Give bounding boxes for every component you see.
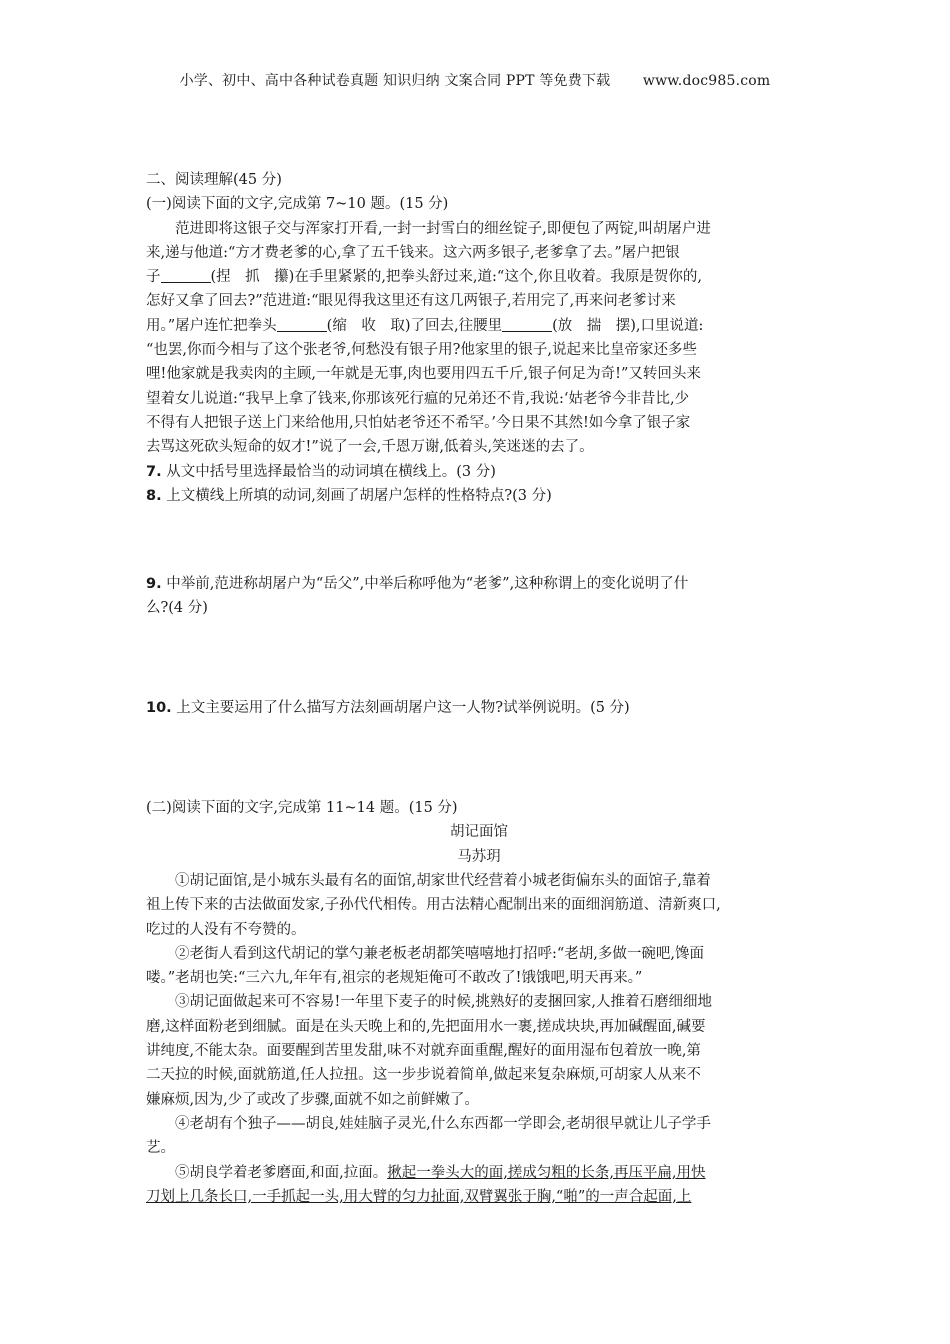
passage-text: (捏 抓 攥)在手里紧紧的,把拳头舒过来,道:“这个,你且收着。我原是贺你的,: [210, 269, 703, 286]
underlined-sentence: 刀划上几条长口,一手抓起一头,用大臂的匀力扯面,双臂翼张于胸,“啪”的一声合起面,上: [146, 1188, 692, 1205]
passage-line: 来,递与他道:“方才费老爹的心,拿了五千钱来。这六两多银子,老爹拿了去。”屠户把银: [146, 244, 680, 261]
passage-2: [146, 869, 812, 1209]
passage-line: 二天拉的时候,面就筋道,任人拉扭。这一步步说着简单,做起来复杂麻烦,可胡家人从来不: [146, 1067, 701, 1084]
fill-blank-3[interactable]: [502, 317, 552, 332]
article-title: 胡记面馆: [450, 824, 508, 841]
fill-blank-2[interactable]: [277, 317, 327, 332]
paragraph-3: ③胡记面做起来可不容易!一年里下麦子的时候,挑熟好的麦捆回家,人推着石磨细细地: [175, 994, 713, 1011]
fill-blank-1[interactable]: [161, 268, 211, 283]
passage-line: 不得有人把银子送上门来给他用,只怕姑老爷还不希罕。’今日果不其然!如今拿了银子家: [146, 414, 691, 431]
article-author: 马苏玥: [457, 848, 501, 865]
passage-text: (放 揣 摆),口里说道:: [552, 317, 704, 334]
passage-text: 用。”屠户连忙把拳头: [146, 317, 277, 334]
question-number: 8.: [146, 487, 162, 504]
passage-line: 望着女儿说道:“我早上拿了钱来,你那该死行瘟的兄弟还不肯,我说:‘姑老爷今非昔比,少: [146, 390, 690, 407]
question-9-cont: 么?(4 分): [146, 600, 208, 617]
passage-text: (缩 收 取)了回去,往腰里: [326, 317, 503, 334]
paragraph-1: ①胡记面馆,是小城东头最有名的面馆,胡家世代经营着小城老街偏东头的面馆子,靠着: [175, 872, 711, 889]
paragraph-5: [146, 1161, 812, 1185]
question-text: 上文主要运用了什么描写方法刻画胡屠户这一人物?试举例说明。(5 分): [171, 699, 630, 716]
header-website-link[interactable]: www.doc985.com: [642, 73, 771, 89]
passage-1: [146, 217, 812, 460]
question-text: 从文中括号里选择最恰当的动词填在横线上。(3 分): [161, 463, 496, 480]
question-9: [146, 572, 812, 596]
question-number: 9.: [146, 576, 162, 593]
passage-line: 磨,这样面粉老到细腻。面是在头天晚上和的,先把面用水一裹,搓成块块,再加碱醒面,碱要: [146, 1018, 706, 1035]
passage-line: 范进即将这银子交与浑家打开看,一封一封雪白的细丝锭子,即便包了两锭,叫胡屠户进: [175, 220, 711, 237]
passage-line: 艺。: [146, 1140, 175, 1157]
part1-intro: (一)阅读下面的文字,完成第 7~10 题。(15 分): [146, 196, 449, 213]
passage-text: 子: [146, 269, 161, 286]
section-title: 二、阅读理解(45 分): [146, 172, 282, 188]
passage-line: 祖上传下来的古法做面发家,子孙代代相传。用古法精心配制出来的面细润筋道、清新爽口,: [146, 897, 721, 914]
question-number: 7.: [146, 463, 162, 480]
passage-line: [146, 265, 812, 289]
passage-line: “也罢,你而今相与了这个张老爷,何愁没有银子用?他家里的银子,说起来比皇帝家还多些: [146, 342, 698, 359]
passage-line: 喽。”老胡也笑:“三六九,年年有,祖宗的老规矩俺可不敢改了!饿饿吧,明天再来。”: [146, 970, 643, 987]
page-header: [0, 70, 950, 90]
question-text: 中举前,范进称胡屠户为“岳父”,中举后称呼他为“老爹”,这种称谓上的变化说明了什: [161, 576, 689, 593]
underlined-sentence: 揪起一拳头大的面,搓成匀粗的长条,再压平扁,用快: [387, 1164, 706, 1181]
question-8: [146, 484, 812, 508]
question-number: 10.: [146, 699, 172, 716]
answer-space[interactable]: [146, 508, 812, 572]
passage-line: [146, 314, 812, 338]
passage-line: 嫌麻烦,因为,少了或改了步骤,面就不如之前鲜嫩了。: [146, 1091, 479, 1108]
passage-line: 讲纯度,不能太杂。面要醒到苦里发甜,味不对就弃面重醒,醒好的面用湿布包着放一晚,第: [146, 1043, 701, 1060]
question-7: [146, 460, 812, 484]
question-text: 上文横线上所填的动词,刻画了胡屠户怎样的性格特点?(3 分): [161, 487, 552, 504]
passage-line: 去骂这死砍头短命的奴才!”说了一会,千恩万谢,低着头,笑迷迷的去了。: [146, 439, 594, 456]
question-10: [146, 696, 812, 720]
passage-line: 吃过的人没有不夸赞的。: [146, 921, 306, 938]
document-body: [146, 168, 812, 1209]
passage-text: ⑤胡良学着老爹磨面,和面,拉面。: [175, 1164, 388, 1181]
passage-line: 怎好又拿了回去?”范进道:“眼见得我这里还有这几两银子,若用完了,再来问老爹讨来: [146, 293, 676, 310]
header-text: 小学、初中、高中各种试卷真题 知识归纳 文案合同 PPT 等免费下载: [179, 73, 611, 89]
passage-line: 哩!他家就是我卖肉的主顾,一年就是无事,肉也要用四五千斤,银子何足为奇!”又转回头来: [146, 366, 701, 383]
paragraph-4: ④老胡有个独子——胡良,娃娃脑子灵光,什么东西都一学即会,老胡很早就让儿子学手: [175, 1115, 711, 1132]
part2-intro: (二)阅读下面的文字,完成第 11~14 题。(15 分): [146, 800, 458, 817]
answer-space[interactable]: [146, 720, 812, 796]
answer-space[interactable]: [146, 621, 812, 696]
paragraph-2: ②老街人看到这代胡记的掌勺兼老板老胡都笑嘻嘻地打招呼:“老胡,多做一碗吧,馋面: [175, 945, 705, 962]
